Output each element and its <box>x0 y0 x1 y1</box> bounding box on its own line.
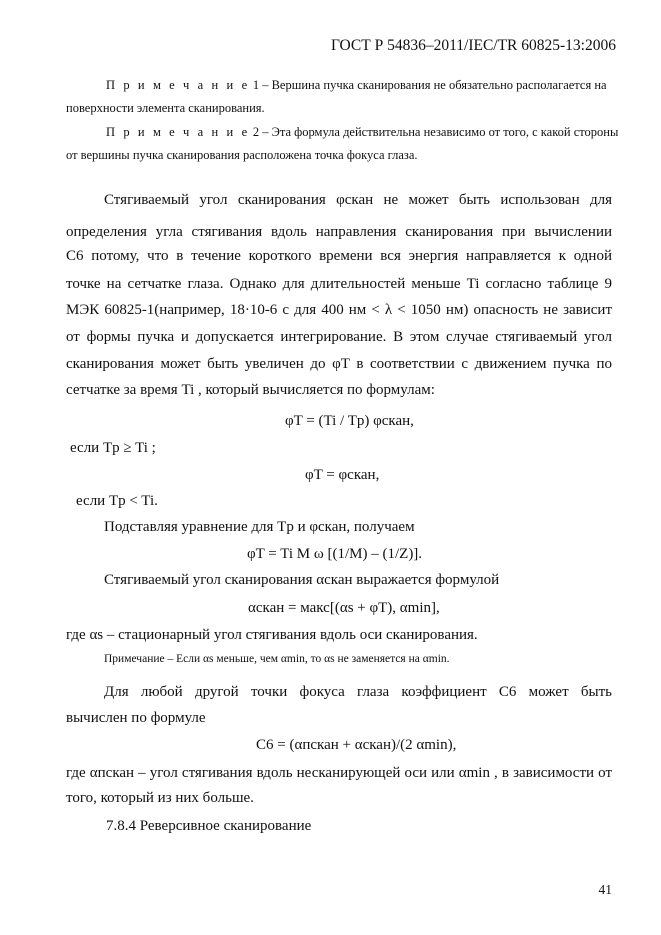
paragraph-1-line-8: сетчатке за время Ti , который вычисляется по формулам: <box>66 382 435 398</box>
formula-c6: C6 = (αпскан + αскан)/(2 αmin), <box>256 737 457 753</box>
formula-phi-t-2: φT = φскан, <box>305 467 380 483</box>
formula-alpha-scan: αскан = макс[(αs + φT), αmin], <box>248 600 440 616</box>
where-alpha-pscan-line-1: где αпскан – угол стягивания вдоль несканирующей оси или αmin , в зависимости от <box>66 765 612 781</box>
note-1-text: 1 – Вершина пучка сканирования не обязательно располагается на <box>252 78 607 92</box>
note-2-text: 2 – Эта формула действительна независимо от того, с какой стороны <box>252 125 619 139</box>
paragraph-2-line-2: вычислен по формуле <box>66 710 206 726</box>
condition-2: если Tp < Ti. <box>76 493 158 509</box>
alpha-intro: Стягиваемый угол сканирования αскан выражается формулой <box>104 572 500 588</box>
paragraph-1-line-2: определения угла стягивания вдоль направления сканирования при вычислении <box>66 224 612 240</box>
note-2 <box>106 125 619 139</box>
note-1-label: П р и м е ч а н и е <box>106 78 250 92</box>
paragraph-2-line-1: Для любой другой точки фокуса глаза коэффициент C6 может быть <box>104 684 612 700</box>
document-header: ГОСТ Р 54836–2011/IEC/TR 60825-13:2006 <box>330 37 616 54</box>
section-heading: 7.8.4 Реверсивное сканирование <box>106 818 312 834</box>
note-2-continuation: от вершины пучка сканирования расположена точка фокуса глаза. <box>66 148 418 162</box>
substitution-text: Подставляя уравнение для Tp и φскан, получаем <box>104 519 415 535</box>
paragraph-1-line-3: C6 потому, что в течение короткого времени вся энергия направляется к одной <box>66 248 612 264</box>
note-1-continuation: поверхности элемента сканирования. <box>66 101 265 115</box>
small-note: Примечание – Если αs меньше, чем αmin, то αs не заменяется на αmin. <box>104 653 450 665</box>
where-alpha-s: где αs – стационарный угол стягивания вдоль оси сканирования. <box>66 627 478 643</box>
formula-phi-t-3: φT = Ti M ω [(1/M) – (1/Z)]. <box>247 546 423 562</box>
paragraph-1-line-5: МЭК 60825-1(например, 18·10-6 с для 400 нм < λ < 1050 нм) опасность не зависит <box>66 302 612 318</box>
note-2-label: П р и м е ч а н и е <box>106 125 250 139</box>
paragraph-1-line-6: от формы пучка и допускается интегрирование. В этом случае стягиваемый угол <box>66 329 612 345</box>
note-1 <box>106 79 612 92</box>
paragraph-1-line-4: точке на сетчатке глаза. Однако для длительностей меньше Ti согласно таблице 9 <box>66 276 612 292</box>
where-alpha-pscan-line-2: того, который из них больше. <box>66 790 254 806</box>
paragraph-1-line-7: сканирования может быть увеличен до φT в соответствии с движением пучка по <box>66 356 612 372</box>
paragraph-1-line-1: Стягиваемый угол сканирования φскан не может быть использован для <box>104 192 612 208</box>
formula-phi-t-1: φT = (Ti / Tp) φскан, <box>285 413 414 429</box>
page-number: 41 <box>598 882 612 897</box>
condition-1: если Tp ≥ Ti ; <box>70 440 156 456</box>
